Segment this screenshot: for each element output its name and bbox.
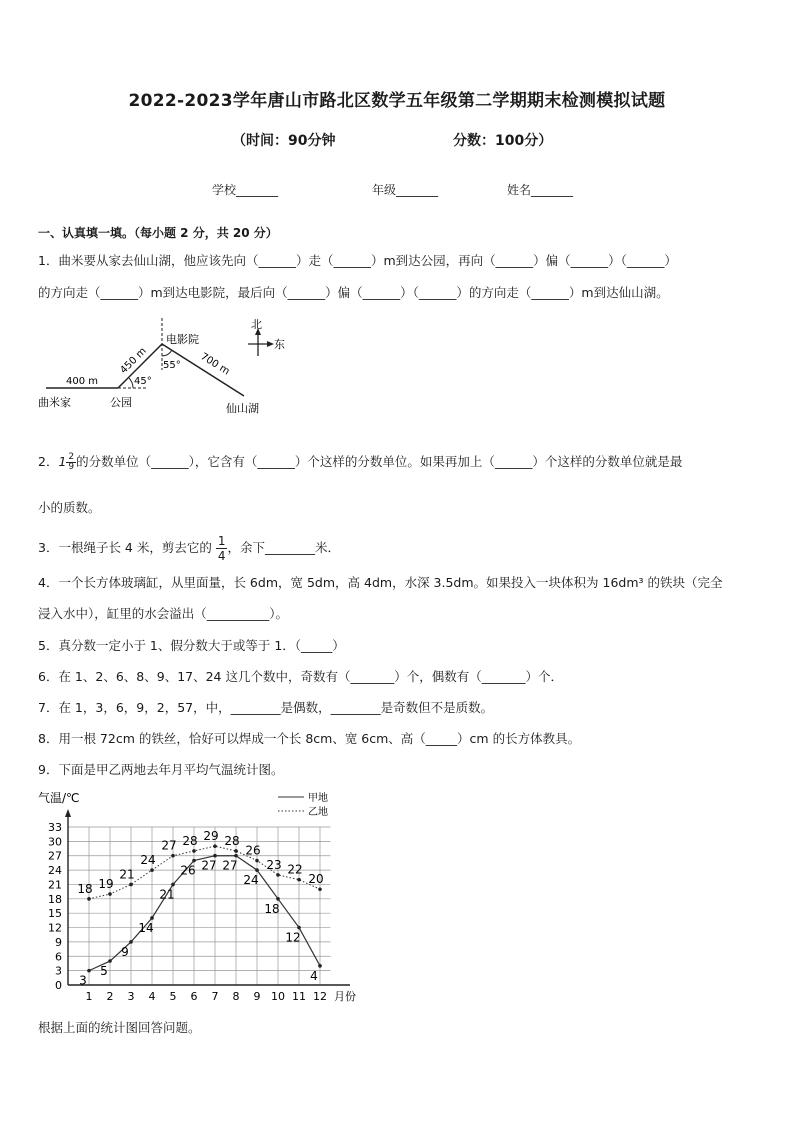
y-tick-label: 3 xyxy=(55,964,62,978)
data-label: 14 xyxy=(138,920,154,935)
mixed-numerator: 2 xyxy=(68,452,75,462)
data-point xyxy=(255,859,259,863)
data-label: 3 xyxy=(79,973,87,988)
data-point xyxy=(234,849,238,853)
label-cinema: 电影院 xyxy=(166,333,199,346)
label-700m: 700 m xyxy=(198,351,232,378)
question-7: 7．在 1，3，6，9，2，57，中，________是偶数，________是奇数但不是质数。 xyxy=(38,700,494,715)
angle-arc-55 xyxy=(162,350,172,356)
question-6: 6．在 1、2、6、8、9、17、24 这几个数中，奇数有（_______）个，偶数有（_______）个． xyxy=(38,669,563,684)
question-2-prefix: 2． xyxy=(38,454,59,469)
grade-field[interactable]: 年级_______ xyxy=(372,183,439,197)
data-label: 19 xyxy=(98,877,114,892)
data-label: 24 xyxy=(140,853,156,868)
x-tick-label: 6 xyxy=(190,990,198,1003)
data-point xyxy=(297,878,301,882)
school-field[interactable]: 学校_______ xyxy=(212,183,279,197)
section-heading: 一、认真填一填。（每小题 2 分，共 20 分） xyxy=(38,226,278,240)
data-label: 23 xyxy=(266,857,282,872)
exam-score: 分数：100分） xyxy=(453,133,553,149)
y-axis-arrow-icon xyxy=(65,809,71,817)
data-point xyxy=(192,859,196,863)
data-label: 12 xyxy=(285,930,301,945)
data-point xyxy=(87,969,91,973)
data-label: 5 xyxy=(100,964,108,979)
y-axis-label: 气温/℃ xyxy=(38,791,80,805)
page-title: 2022-2023学年唐山市路北区数学五年级第二学期期末检测模拟试题 xyxy=(128,91,666,111)
y-tick-label: 15 xyxy=(48,907,62,921)
name-field[interactable]: 姓名_______ xyxy=(507,183,574,197)
label-400m: 400 m xyxy=(66,376,99,387)
legend-label-1: 甲地 xyxy=(308,793,328,804)
data-label: 27 xyxy=(161,838,177,853)
label-east: 东 xyxy=(274,338,285,351)
question-5: 5．真分数一定小于 1、假分数大于或等于 1．（_____） xyxy=(38,638,345,653)
question-9-intro: 9．下面是甲乙两地去年月平均气温统计图。 xyxy=(38,762,284,777)
route-diagram xyxy=(36,314,296,420)
data-label: 21 xyxy=(119,867,135,882)
y-tick-label: 6 xyxy=(55,950,62,964)
data-point xyxy=(150,868,154,872)
compass-arrow-east-icon xyxy=(267,341,274,347)
x-tick-label: 12 xyxy=(313,990,327,1003)
y-tick-label: 27 xyxy=(48,849,62,863)
data-label: 20 xyxy=(308,872,324,887)
label-55deg: 55° xyxy=(163,360,181,371)
mixed-fraction xyxy=(66,453,76,472)
question-2-line-2: 小的质数。 xyxy=(38,500,101,515)
question-3-before: 3．一根绳子长 4 米，剪去它的 xyxy=(38,540,212,555)
data-point xyxy=(213,854,217,858)
x-tick-label: 4 xyxy=(148,990,156,1003)
data-label: 28 xyxy=(182,833,198,848)
data-label: 9 xyxy=(121,944,129,959)
legend-label-2: 乙地 xyxy=(308,807,328,818)
data-label: 18 xyxy=(264,901,280,916)
data-point xyxy=(192,849,196,853)
y-tick-label: 18 xyxy=(48,892,62,906)
angle-arc-45 xyxy=(129,378,133,388)
label-lake: 仙山湖 xyxy=(226,402,259,415)
question-9-after: 根据上面的统计图回答问题。 xyxy=(38,1020,201,1035)
y-tick-label: 12 xyxy=(48,921,62,935)
label-north: 北 xyxy=(251,318,262,331)
temperature-line-chart xyxy=(36,787,366,1007)
data-label: 27 xyxy=(222,858,238,873)
question-1-line-1: 1．曲米要从家去仙山湖，他应该先向（______）走（______）m到达公园，再向（______）偏（______）（______） xyxy=(38,253,677,268)
data-point xyxy=(234,854,238,858)
x-tick-label: 10 xyxy=(271,990,285,1003)
data-point xyxy=(318,887,322,891)
question-1-line-2: 的方向走（______）m到达电影院，最后向（______）偏（______）（______）的方向走（______）m到达仙山湖。 xyxy=(38,285,669,300)
data-point xyxy=(318,964,322,968)
question-3 xyxy=(38,534,340,563)
data-label: 4 xyxy=(310,968,318,983)
data-point xyxy=(276,873,280,877)
data-point xyxy=(108,959,112,963)
data-point xyxy=(129,940,133,944)
data-label: 21 xyxy=(159,887,175,902)
label-park: 公园 xyxy=(110,396,132,409)
question-2-line-1 xyxy=(38,452,682,472)
question-4-line-2: 浸入水中），缸里的水会溢出（__________）。 xyxy=(38,606,289,621)
data-label: 28 xyxy=(224,833,240,848)
data-point xyxy=(108,892,112,896)
x-tick-label: 5 xyxy=(169,990,177,1003)
data-label: 24 xyxy=(243,873,259,888)
y-tick-label: 9 xyxy=(55,935,62,949)
x-tick-label: 9 xyxy=(253,990,261,1003)
data-point xyxy=(276,897,280,901)
data-label: 22 xyxy=(287,862,303,877)
data-point xyxy=(129,883,133,887)
question-8: 8．用一根 72cm 的铁丝，恰好可以焊成一个长 8cm、宽 6cm、高（_____）cm 的长方体教具。 xyxy=(38,731,581,746)
fraction-one-quarter xyxy=(216,534,228,563)
data-point xyxy=(171,854,175,858)
fraction-denominator: 4 xyxy=(217,549,226,563)
data-label: 29 xyxy=(203,829,219,844)
data-label: 27 xyxy=(201,858,217,873)
data-point xyxy=(87,897,91,901)
x-tick-label: 11 xyxy=(292,990,306,1003)
x-tick-label: 2 xyxy=(106,990,114,1003)
x-tick-label: 3 xyxy=(127,990,135,1003)
data-point xyxy=(255,868,259,872)
data-label: 18 xyxy=(77,881,93,896)
x-axis-label: 月份 xyxy=(334,990,356,1003)
label-45deg: 45° xyxy=(134,376,152,387)
data-point xyxy=(213,844,217,848)
question-2-text: 的分数单位（______），它含有（______）个这样的分数单位。如果再加上（______）个这样的分数单位就是最 xyxy=(76,454,683,469)
fraction-numerator: 1 xyxy=(217,534,226,548)
data-point xyxy=(297,926,301,930)
question-4-line-1: 4．一个长方体玻璃缸，从里面量，长 6dm，宽 5dm，高 4dm，水深 3.5dm。如果投入一块体积为 16dm³ 的铁块（完全 xyxy=(38,575,723,590)
x-tick-label: 8 xyxy=(232,990,240,1003)
y-tick-label: 24 xyxy=(48,864,62,878)
mixed-whole: 1 xyxy=(58,454,67,469)
exam-time: （时间：90分钟 xyxy=(232,133,336,149)
x-tick-label: 7 xyxy=(211,990,219,1003)
question-3-after: ，余下________米． xyxy=(227,540,340,555)
mixed-denominator: 9 xyxy=(68,462,75,472)
label-450m: 450 m xyxy=(118,345,149,377)
data-point xyxy=(150,916,154,920)
y-tick-label: 30 xyxy=(48,835,62,849)
y-tick-label: 33 xyxy=(48,821,62,834)
data-label: 26 xyxy=(180,863,196,878)
data-label: 26 xyxy=(245,843,261,858)
y-tick-label: 0 xyxy=(55,979,62,992)
y-tick-label: 21 xyxy=(48,878,62,892)
x-tick-label: 1 xyxy=(85,990,93,1003)
label-home: 曲米家 xyxy=(38,396,71,409)
data-point xyxy=(171,883,175,887)
